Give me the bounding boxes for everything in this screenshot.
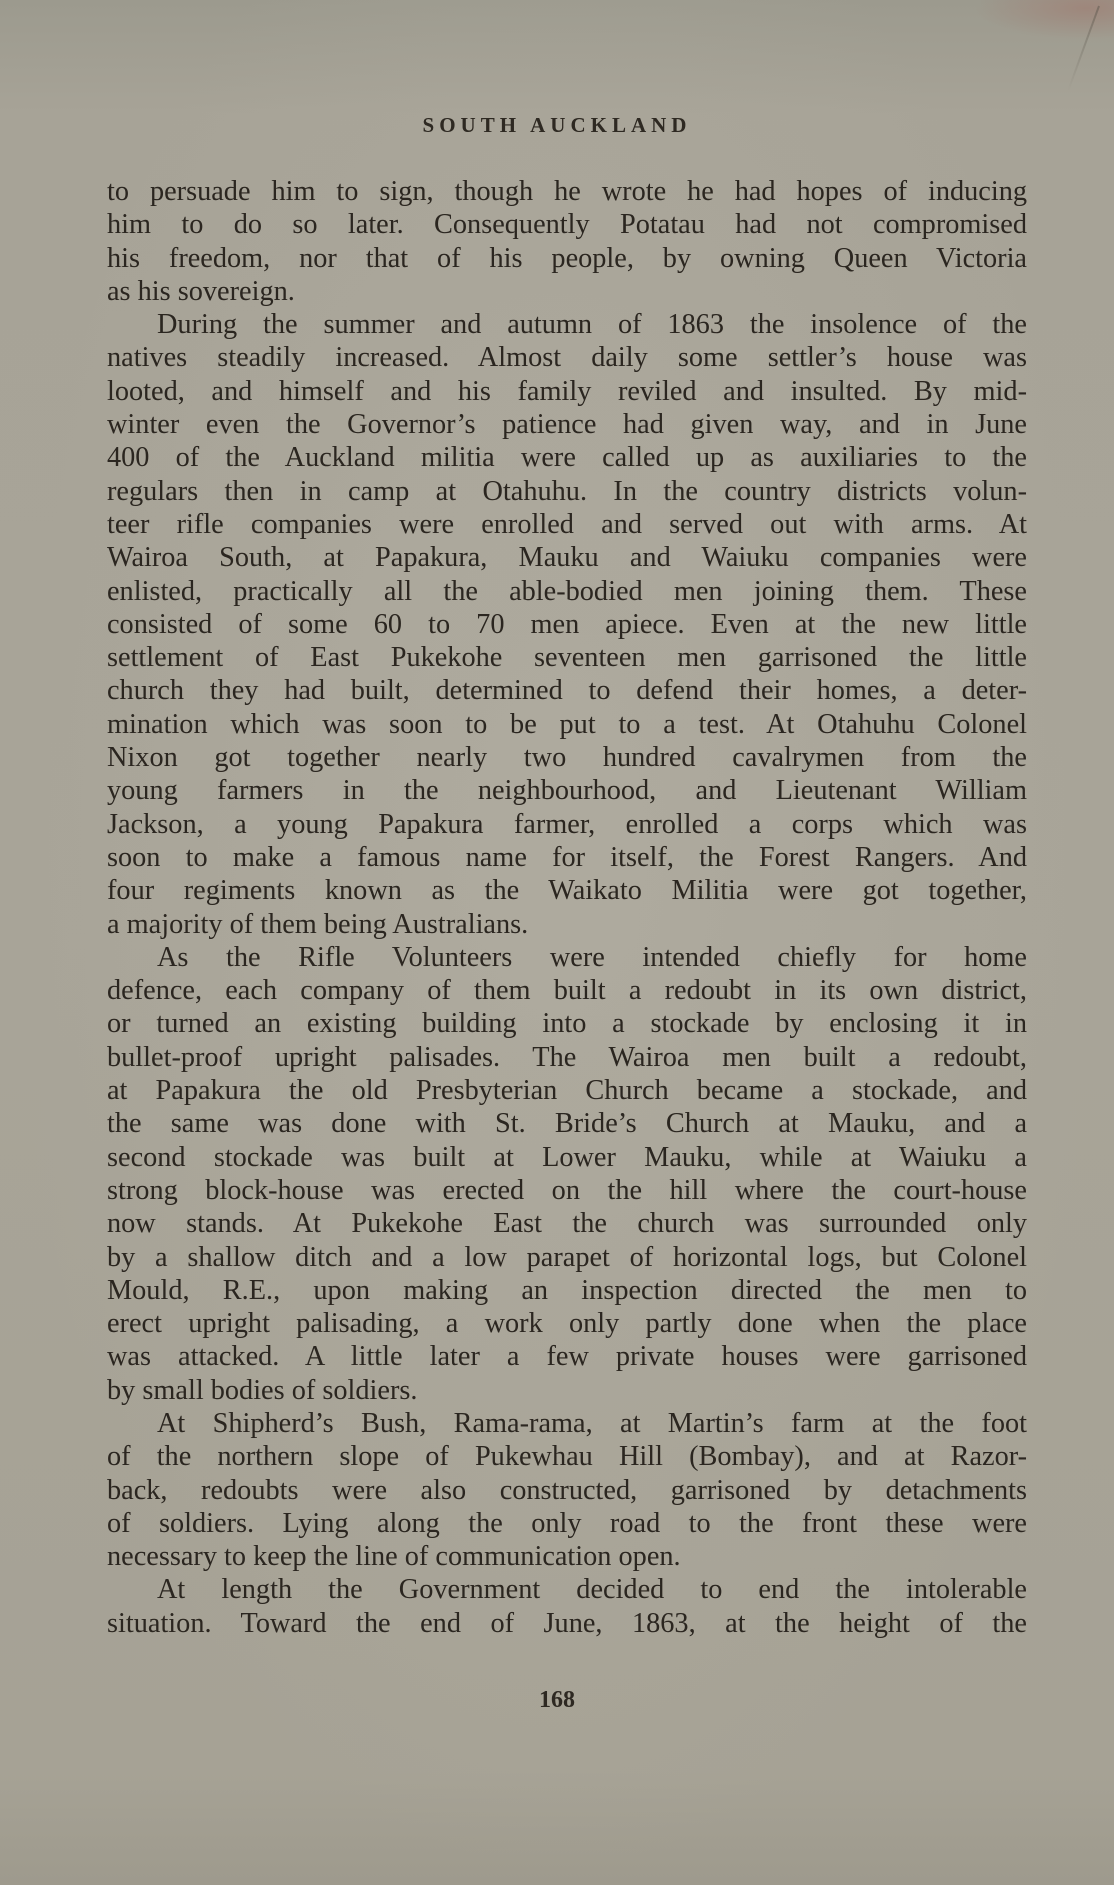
text-line: Nixon got together nearly two hundred cavalrymen from the (107, 742, 1027, 774)
body-text (107, 175, 1027, 1640)
text-line: defence, each company of them built a redoubt in its own district, (107, 975, 1027, 1007)
text-line: young farmers in the neighbourhood, and Lieutenant William (107, 775, 1027, 807)
text-line: him to do so later. Consequently Potatau had not compromised (107, 209, 1027, 241)
page-number: 168 (539, 1687, 575, 1713)
text-line: at Papakura the old Presbyterian Church became a stockade, and (107, 1075, 1027, 1107)
text-line: his freedom, nor that of his people, by owning Queen Victoria (107, 242, 1027, 274)
text-line: four regiments known as the Waikato Militia were got together, (107, 875, 1027, 907)
running-head: SOUTH AUCKLAND (422, 113, 692, 137)
text-line: natives steadily increased. Almost daily some settler’s house was (107, 342, 1027, 374)
text-line: At length the Government decided to end the intolerable (157, 1574, 1027, 1606)
text-line: now stands. At Pukekohe East the church was surrounded only (107, 1208, 1027, 1240)
text-line: teer rifle companies were enrolled and served out with arms. At (107, 508, 1027, 540)
text-line: As the Rifle Volunteers were intended chiefly for home (157, 941, 1027, 973)
text-line: second stockade was built at Lower Mauku, while at Waiuku a (107, 1141, 1027, 1173)
text-line: necessary to keep the line of communication open. (107, 1541, 681, 1573)
text-line: of soldiers. Lying along the only road to the front these were (107, 1507, 1027, 1539)
text-line: the same was done with St. Bride’s Church at Mauku, and a (107, 1108, 1027, 1140)
text-line: Wairoa South, at Papakura, Mauku and Waiuku companies were (107, 542, 1027, 574)
text-line: 400 of the Auckland militia were called up as auxiliaries to the (107, 442, 1027, 474)
text-line: At Shipherd’s Bush, Rama-rama, at Martin’s farm at the foot (157, 1407, 1027, 1439)
text-line: church they had built, determined to defend their homes, a deter- (107, 675, 1027, 707)
text-line: a majority of them being Australians. (107, 908, 529, 940)
text-line: situation. Toward the end of June, 1863, at the height of the (107, 1607, 1027, 1639)
text-line: to persuade him to sign, though he wrote he had hopes of inducing (107, 176, 1027, 207)
text-line: consisted of some 60 to 70 men apiece. Even at the new little (107, 608, 1027, 640)
text-line: of the northern slope of Pukewhau Hill (Bombay), and at Razor- (107, 1441, 1027, 1473)
text-line: as his sovereign. (107, 275, 295, 307)
text-line: by small bodies of soldiers. (107, 1374, 418, 1406)
text-line: was attacked. A little later a few private houses were garrisoned (107, 1341, 1027, 1373)
text-line: mination which was soon to be put to a test. At Otahuhu Colonel (107, 708, 1027, 740)
text-line: soon to make a famous name for itself, the Forest Rangers. And (107, 841, 1027, 873)
text-line: or turned an existing building into a stockade by enclosing it in (107, 1008, 1027, 1040)
text-line: strong block-house was erected on the hill where the court-house (107, 1174, 1027, 1206)
text-line: by a shallow ditch and a low parapet of horizontal logs, but Colonel (107, 1241, 1027, 1273)
text-line: looted, and himself and his family reviled and insulted. By mid- (107, 375, 1027, 407)
text-line: erect upright palisading, a work only partly done when the place (107, 1308, 1027, 1340)
text-line: Mould, R.E., upon making an inspection directed the men to (107, 1274, 1027, 1306)
text-line: During the summer and autumn of 1863 the insolence of the (157, 309, 1027, 341)
text-line: settlement of East Pukekohe seventeen men garrisoned the little (107, 642, 1027, 674)
text-line: back, redoubts were also constructed, garrisoned by detachments (107, 1474, 1027, 1506)
text-line: regulars then in camp at Otahuhu. In the country districts volun- (107, 475, 1027, 507)
text-line: winter even the Governor’s patience had given way, and in June (107, 409, 1027, 441)
text-line: bullet-proof upright palisades. The Wairoa men built a redoubt, (107, 1041, 1027, 1073)
text-line: Jackson, a young Papakura farmer, enrolled a corps which was (107, 808, 1027, 840)
text-line: enlisted, practically all the able-bodied men joining them. These (107, 575, 1027, 607)
